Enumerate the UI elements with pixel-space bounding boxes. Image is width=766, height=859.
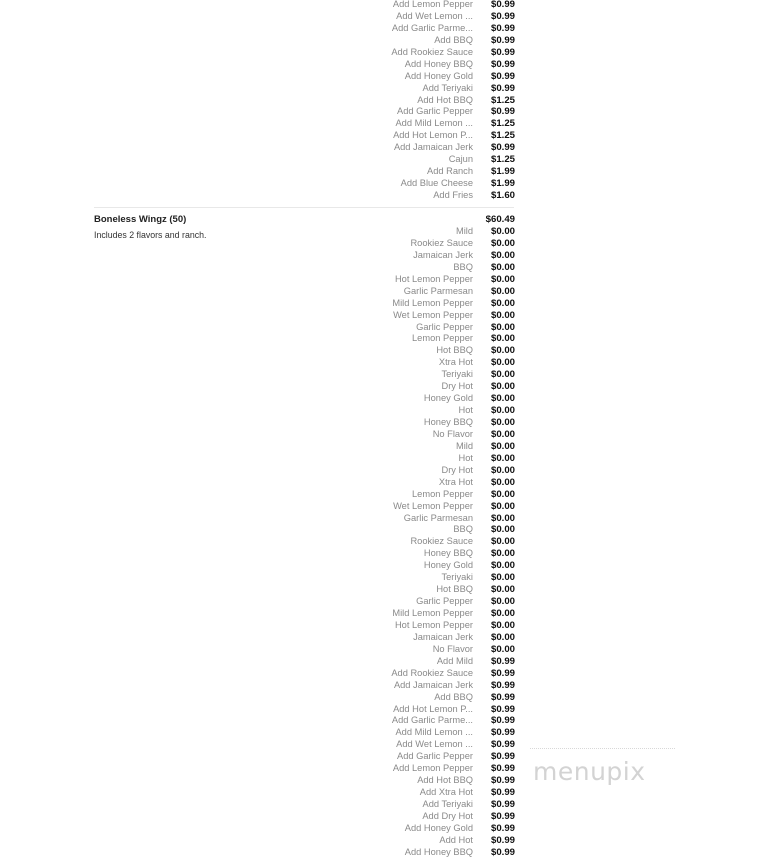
option-row [340, 644, 515, 656]
option-name: Mild Lemon Pepper [392, 608, 473, 618]
option-name: Add Jamaican Jerk [393, 679, 473, 690]
option-price: $0.00 [490, 333, 515, 345]
option-row [340, 130, 515, 142]
option-price: $0.99 [490, 727, 515, 739]
option-name: Add Mild Lemon ... [395, 727, 473, 738]
option-price: $0.00 [490, 488, 515, 500]
option-name: Hot [458, 452, 473, 463]
option-price: $0.00 [490, 512, 515, 524]
option-name: Add Wet Lemon ... [396, 739, 473, 750]
option-name: Add Ranch [427, 166, 473, 177]
option-price: $0.00 [490, 500, 515, 512]
option-name: Wet Lemon Pepper [393, 309, 473, 320]
option-price: $1.25 [490, 130, 515, 142]
option-price: $1.99 [490, 166, 515, 178]
option-row [340, 23, 515, 35]
option-name: Honey BBQ [423, 548, 473, 559]
option-name: Hot Lemon Pepper [394, 273, 473, 284]
option-row [340, 513, 515, 525]
option-name: Add Teriyaki [422, 82, 473, 93]
option-price: $0.00 [490, 452, 515, 464]
option-name: Add Hot Lemon P... [393, 703, 473, 714]
option-price: $1.25 [490, 154, 515, 166]
option-name: BBQ [453, 524, 473, 535]
option-name: Add Garlic Pepper [397, 751, 473, 762]
option-price: $0.99 [490, 70, 515, 82]
option-name: Rookiez Sauce [410, 536, 473, 547]
option-name: Hot BBQ [436, 584, 473, 595]
option-name: Xtra Hot [438, 357, 473, 368]
option-name: Add Lemon Pepper [392, 763, 473, 774]
option-row [340, 787, 515, 799]
option-name: Add Rookiez Sauce [391, 667, 473, 678]
option-price: $0.99 [490, 763, 515, 775]
option-row [340, 166, 515, 178]
option-price: $0.99 [490, 799, 515, 810]
option-name: Lemon Pepper [412, 333, 473, 344]
option-row [340, 71, 515, 83]
option-row [340, 322, 515, 334]
option-name: Honey BBQ [423, 417, 473, 427]
option-name: Mild Lemon Pepper [392, 297, 473, 308]
option-row [340, 501, 515, 513]
option-name: Honey Gold [423, 393, 473, 404]
option-row [340, 250, 515, 262]
option-name: Add Fries [433, 190, 473, 200]
item-description: Includes 2 flavors and ranch. [94, 230, 207, 240]
option-name: Add Hot BBQ [417, 94, 473, 105]
option-name: Add Hot BBQ [417, 775, 473, 786]
option-price: $0.00 [490, 524, 515, 536]
option-name: BBQ [453, 261, 473, 272]
option-row [340, 763, 515, 775]
option-name: Dry Hot [441, 381, 473, 392]
option-row [340, 429, 515, 441]
option-name: Hot [458, 405, 473, 416]
option-row [340, 190, 515, 202]
option-name: Honey Gold [423, 560, 473, 571]
option-row [340, 11, 515, 23]
option-price: $0.00 [490, 428, 515, 440]
option-price: $0.00 [490, 237, 515, 249]
option-price: $0.00 [490, 476, 515, 488]
option-price: $0.00 [490, 643, 515, 655]
option-name: Mild [455, 440, 473, 451]
option-name: Add Garlic Pepper [397, 106, 473, 117]
option-price: $1.25 [490, 118, 515, 130]
option-price: $1.60 [490, 190, 515, 201]
option-name: Teriyaki [441, 369, 473, 380]
option-price: $0.99 [490, 82, 515, 94]
option-price: $0.00 [490, 309, 515, 321]
boneless-option-list [340, 226, 515, 859]
option-price: $0.99 [490, 679, 515, 691]
option-name: Mild [455, 226, 473, 236]
option-row [340, 310, 515, 322]
watermark-logo: menupix [533, 757, 646, 786]
option-price: $1.25 [490, 94, 515, 106]
option-price: $0.99 [490, 10, 515, 22]
option-row [340, 0, 515, 11]
option-row [340, 811, 515, 823]
option-name: Add Rookiez Sauce [391, 46, 473, 57]
option-name: Add Garlic Parme... [391, 22, 473, 33]
option-price: $0.99 [490, 106, 515, 118]
option-name: Xtra Hot [438, 476, 473, 487]
option-row [340, 298, 515, 310]
option-name: Add Honey BBQ [404, 58, 473, 69]
option-price: $0.00 [490, 273, 515, 285]
option-row [340, 238, 515, 250]
option-name: Garlic Pepper [416, 596, 473, 607]
option-row [340, 608, 515, 620]
top-option-list [340, 0, 515, 202]
option-price: $0.00 [490, 536, 515, 548]
option-row [340, 142, 515, 154]
option-name: Jamaican Jerk [413, 249, 473, 260]
option-price: $0.00 [490, 464, 515, 476]
option-name: Add Honey Gold [404, 822, 473, 833]
option-row [340, 548, 515, 560]
option-price: $0.00 [490, 619, 515, 631]
option-price: $0.99 [490, 22, 515, 34]
option-row [340, 345, 515, 357]
option-row [340, 477, 515, 489]
option-row [340, 656, 515, 668]
option-price: $0.99 [490, 787, 515, 799]
option-row [340, 584, 515, 596]
option-row [340, 715, 515, 727]
option-row [340, 739, 515, 751]
option-name: No Flavor [432, 428, 473, 439]
option-price: $0.00 [490, 226, 515, 237]
option-name: Add Lemon Pepper [392, 0, 473, 9]
option-price: $0.00 [490, 560, 515, 572]
option-price: $0.99 [490, 834, 515, 846]
option-price: $0.00 [490, 345, 515, 357]
option-price: $0.00 [490, 440, 515, 452]
option-price: $0.99 [490, 703, 515, 715]
option-row [340, 799, 515, 811]
option-name: Add Mild [436, 655, 473, 666]
option-row [340, 847, 515, 859]
option-row [340, 274, 515, 286]
option-row [340, 775, 515, 787]
option-price: $0.00 [490, 405, 515, 417]
option-row [340, 632, 515, 644]
option-row [340, 333, 515, 345]
option-name: Garlic Pepper [416, 321, 473, 332]
option-row [340, 680, 515, 692]
option-name: Teriyaki [441, 572, 473, 583]
option-price: $0.00 [490, 631, 515, 643]
option-row [340, 417, 515, 429]
option-row [340, 704, 515, 716]
option-row [340, 59, 515, 71]
option-price: $0.99 [490, 58, 515, 70]
item-divider [94, 207, 514, 208]
option-price: $0.00 [490, 297, 515, 309]
option-row [340, 727, 515, 739]
option-price: $0.00 [490, 249, 515, 261]
option-name: Add Wet Lemon ... [396, 10, 473, 21]
option-price: $0.99 [490, 810, 515, 822]
option-name: Add BBQ [434, 691, 473, 702]
option-name: Garlic Parmesan [403, 285, 473, 296]
item-price: $60.49 [485, 214, 515, 225]
option-price: $0.99 [490, 691, 515, 703]
option-price: $0.99 [490, 0, 515, 10]
option-price: $0.00 [490, 261, 515, 273]
menupix-watermark [530, 748, 675, 786]
option-price: $0.99 [490, 655, 515, 667]
option-price: $0.99 [490, 715, 515, 727]
option-row [340, 823, 515, 835]
option-price: $0.00 [490, 548, 515, 560]
option-name: Wet Lemon Pepper [393, 500, 473, 511]
option-name: Add Blue Cheese [400, 178, 473, 189]
option-row [340, 118, 515, 130]
option-price: $0.00 [490, 321, 515, 333]
option-row [340, 178, 515, 190]
watermark-rule [530, 748, 675, 749]
option-row [340, 536, 515, 548]
option-name: Add Honey BBQ [404, 846, 473, 857]
option-price: $0.99 [490, 46, 515, 58]
option-price: $0.99 [490, 751, 515, 763]
option-price: $0.00 [490, 381, 515, 393]
option-name: Add Hot [439, 834, 473, 845]
option-name: Add Teriyaki [422, 799, 473, 809]
option-price: $0.00 [490, 357, 515, 369]
option-name: Add Jamaican Jerk [393, 142, 473, 153]
option-row [340, 381, 515, 393]
option-name: Add Honey Gold [404, 70, 473, 81]
option-row [340, 154, 515, 166]
option-price: $0.00 [490, 584, 515, 596]
option-row [340, 835, 515, 847]
option-price: $0.99 [490, 822, 515, 834]
option-price: $1.99 [490, 178, 515, 190]
option-price: $0.99 [490, 34, 515, 46]
option-row [340, 83, 515, 95]
option-row [340, 560, 515, 572]
option-name: Rookiez Sauce [410, 237, 473, 248]
option-price: $0.00 [490, 369, 515, 381]
option-row [340, 262, 515, 274]
option-row [340, 441, 515, 453]
option-name: Hot BBQ [436, 345, 473, 356]
option-name: Hot Lemon Pepper [394, 619, 473, 630]
option-price: $0.00 [490, 608, 515, 619]
option-price: $0.00 [490, 417, 515, 428]
option-row [340, 369, 515, 381]
option-name: Add Xtra Hot [419, 787, 473, 798]
option-row [340, 620, 515, 632]
option-row [340, 751, 515, 763]
item-title: Boneless Wingz (50) [94, 214, 187, 225]
option-name: Lemon Pepper [412, 488, 473, 499]
option-row [340, 668, 515, 680]
option-price: $0.99 [490, 739, 515, 751]
option-price: $0.99 [490, 775, 515, 787]
option-price: $0.99 [490, 142, 515, 154]
option-name: Dry Hot [441, 464, 473, 475]
option-row [340, 489, 515, 501]
option-name: Add Mild Lemon ... [395, 118, 473, 129]
option-name: Garlic Parmesan [403, 512, 473, 523]
option-row [340, 453, 515, 465]
option-price: $0.00 [490, 285, 515, 297]
option-row [340, 692, 515, 704]
option-name: Add Garlic Parme... [391, 715, 473, 726]
option-row [340, 357, 515, 369]
option-row [340, 572, 515, 584]
option-price: $0.99 [490, 667, 515, 679]
option-name: No Flavor [432, 643, 473, 654]
option-row [340, 393, 515, 405]
option-price: $0.00 [490, 393, 515, 405]
option-row [340, 524, 515, 536]
option-row [340, 35, 515, 47]
option-name: Add BBQ [434, 34, 473, 45]
option-name: Cajun [448, 154, 473, 165]
option-row [340, 596, 515, 608]
option-price: $0.00 [490, 572, 515, 584]
option-row [340, 95, 515, 107]
option-row [340, 47, 515, 59]
option-row [340, 405, 515, 417]
option-name: Add Dry Hot [422, 810, 473, 821]
option-row [340, 106, 515, 118]
option-row [340, 226, 515, 238]
option-row [340, 465, 515, 477]
option-name: Add Hot Lemon P... [393, 130, 473, 141]
option-row [340, 286, 515, 298]
option-name: Jamaican Jerk [413, 631, 473, 642]
option-price: $0.00 [490, 596, 515, 608]
option-price: $0.99 [490, 846, 515, 858]
